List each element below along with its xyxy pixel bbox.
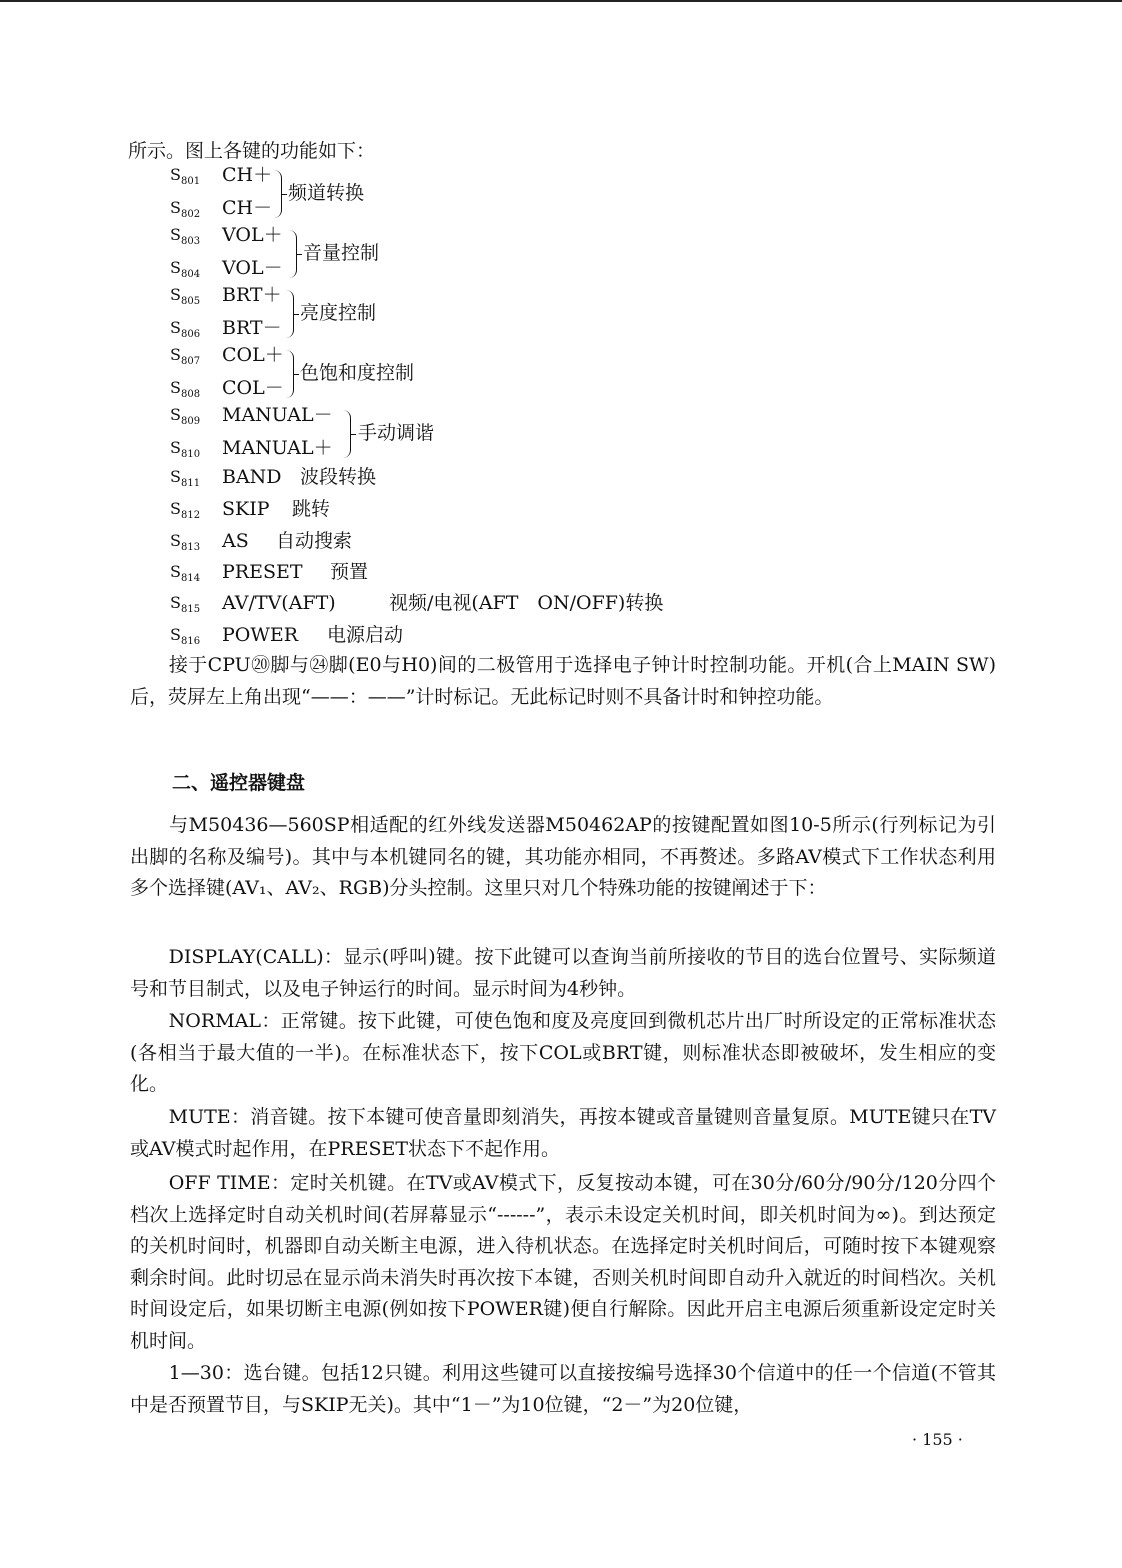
key-code-s808: $S_{808}$ [170, 378, 201, 401]
key-desc-av-tv: 视频/电视(AFT ON/OFF)转换 [389, 592, 664, 614]
key-code-s811: $S_{811}$ [170, 467, 201, 490]
key-code-s809: $S_{809}$ [170, 405, 201, 428]
group-desc-manual: 手动调谐 [358, 422, 435, 444]
key-code-s816: $S_{816}$ [170, 625, 201, 648]
key-row-as [0, 526, 1000, 556]
key-code-s802: $S_{802}$ [170, 198, 201, 221]
group-desc-color: 色饱和度控制 [300, 362, 415, 384]
brace [284, 290, 294, 338]
group-desc-channel: 频道转换 [288, 182, 365, 204]
paragraph-normal-key: NORMAL：正常键。按下此键，可使色饱和度及亮度回到微机芯片出厂时所设定的正常标准状态(各相当于最大值的一半)。在标准状态下，按下COL或BRT键，则标准状态即被破坏，发生相应的变化。 [130, 1010, 996, 1095]
brace [272, 170, 282, 218]
key-label-brt-minus: BRT－ [222, 317, 282, 339]
key-row-skip [0, 494, 1000, 524]
key-row-band [0, 462, 1000, 492]
key-row-av-tv [0, 588, 1000, 618]
key-label-preset: PRESET [222, 561, 303, 583]
paragraph-mute-key: MUTE：消音键。按下本键可使音量即刻消失，再按本键或音量键则音量复原。MUTE键只在TV或AV模式时起作用，在PRESET状态下不起作用。 [130, 1106, 996, 1160]
key-label-av-tv: AV/TV(AFT) [222, 592, 336, 614]
brace [284, 350, 294, 398]
key-row-power [0, 620, 1000, 650]
intro-line: 所示。图上各键的功能如下： [128, 140, 376, 162]
paragraph-offtime-key: OFF TIME：定时关机键。在TV或AV模式下，反复按动本键，可在30分/60分/90分/120分四个档次上选择定时自动关机时间(若屏幕显示“------”，表示未设定关机时间，即关机时间为∞)。到达预定的关机时间时，机器即自动关断主电源，进入待机状态。在选择定时关机时间后，可随时按下本键观察剩余时间。此时切忌在显示尚未消失时再次按下本键，否则关机时间即自动升入就近的时间档次。关机时间设定后，如果切断主电源(例如按下POWER键)便自行解除。因此开启主电源后须重新设定定时关机时间。 [130, 1172, 996, 1352]
key-code-s812: $S_{812}$ [170, 499, 201, 522]
key-label-ch-minus: CH－ [222, 197, 273, 219]
key-desc-skip: 跳转 [292, 498, 331, 520]
top-rule [0, 0, 1122, 2]
key-code-s803: $S_{803}$ [170, 225, 201, 248]
key-desc-preset: 预置 [330, 561, 369, 583]
group-desc-brightness: 亮度控制 [300, 302, 377, 324]
key-label-manual-minus: MANUAL－ [222, 404, 333, 426]
key-label-skip: SKIP [222, 498, 270, 520]
brace [287, 230, 297, 278]
key-row-preset [0, 557, 1000, 587]
key-desc-as: 自动搜索 [276, 530, 353, 552]
brace [341, 410, 351, 458]
section-heading: 二、遥控器键盘 [172, 772, 306, 794]
paragraph-remote-keyboard: 与M50436—560SP相适配的红外线发送器M50462AP的按键配置如图10-5所示(行列标记为引出脚的名称及编号)。其中与本机键同名的键，其功能亦相同，不再赘述。多路AV模式下工作状态利用多个选择键(AV₁、AV₂、RGB)分头控制。这里只对几个特殊功能的按键阐述于下： [130, 814, 996, 899]
key-label-manual-plus: MANUAL＋ [222, 437, 333, 459]
key-code-s804: $S_{804}$ [170, 258, 201, 281]
key-code-s810: $S_{810}$ [170, 438, 201, 461]
key-label-as: AS [222, 530, 249, 552]
key-label-power: POWER [222, 624, 299, 646]
key-label-vol-plus: VOL＋ [222, 224, 283, 246]
key-label-band: BAND [222, 466, 282, 488]
key-code-s801: $S_{801}$ [170, 165, 201, 188]
key-code-s805: $S_{805}$ [170, 285, 201, 308]
key-label-col-minus: COL－ [222, 377, 284, 399]
key-code-s815: $S_{815}$ [170, 593, 201, 616]
key-label-vol-minus: VOL－ [222, 257, 283, 279]
key-code-s813: $S_{813}$ [170, 531, 201, 554]
key-label-ch-plus: CH＋ [222, 164, 273, 186]
group-desc-volume: 音量控制 [303, 242, 380, 264]
key-desc-power: 电源启动 [327, 624, 404, 646]
paragraph-cpu-diode: 接于CPU⑳脚与㉔脚(E0与H0)间的二极管用于选择电子钟计时控制功能。开机(合上MAIN SW)后，荧屏左上角出现“——：——”计时标记。无此标记时则不具备计时和钟控功能。 [130, 654, 996, 708]
key-desc-band: 波段转换 [300, 466, 377, 488]
page-number: · 155 · [912, 1430, 963, 1449]
key-label-col-plus: COL＋ [222, 344, 284, 366]
paragraph-select-keys: 1—30：选台键。包括12只键。利用这些键可以直接按编号选择30个信道中的任一个信道(不管其中是否预置节目，与SKIP无关)。其中“1－”为10位键，“2－”为20位键， [130, 1362, 996, 1416]
key-code-s814: $S_{814}$ [170, 562, 201, 585]
key-code-s807: $S_{807}$ [170, 345, 201, 368]
paragraph-display-key: DISPLAY(CALL)：显示(呼叫)键。按下此键可以查询当前所接收的节目的选台位置号、实际频道号和节目制式，以及电子钟运行的时间。显示时间为4秒钟。 [130, 946, 996, 1000]
key-code-s806: $S_{806}$ [170, 318, 201, 341]
key-label-brt-plus: BRT＋ [222, 284, 282, 306]
